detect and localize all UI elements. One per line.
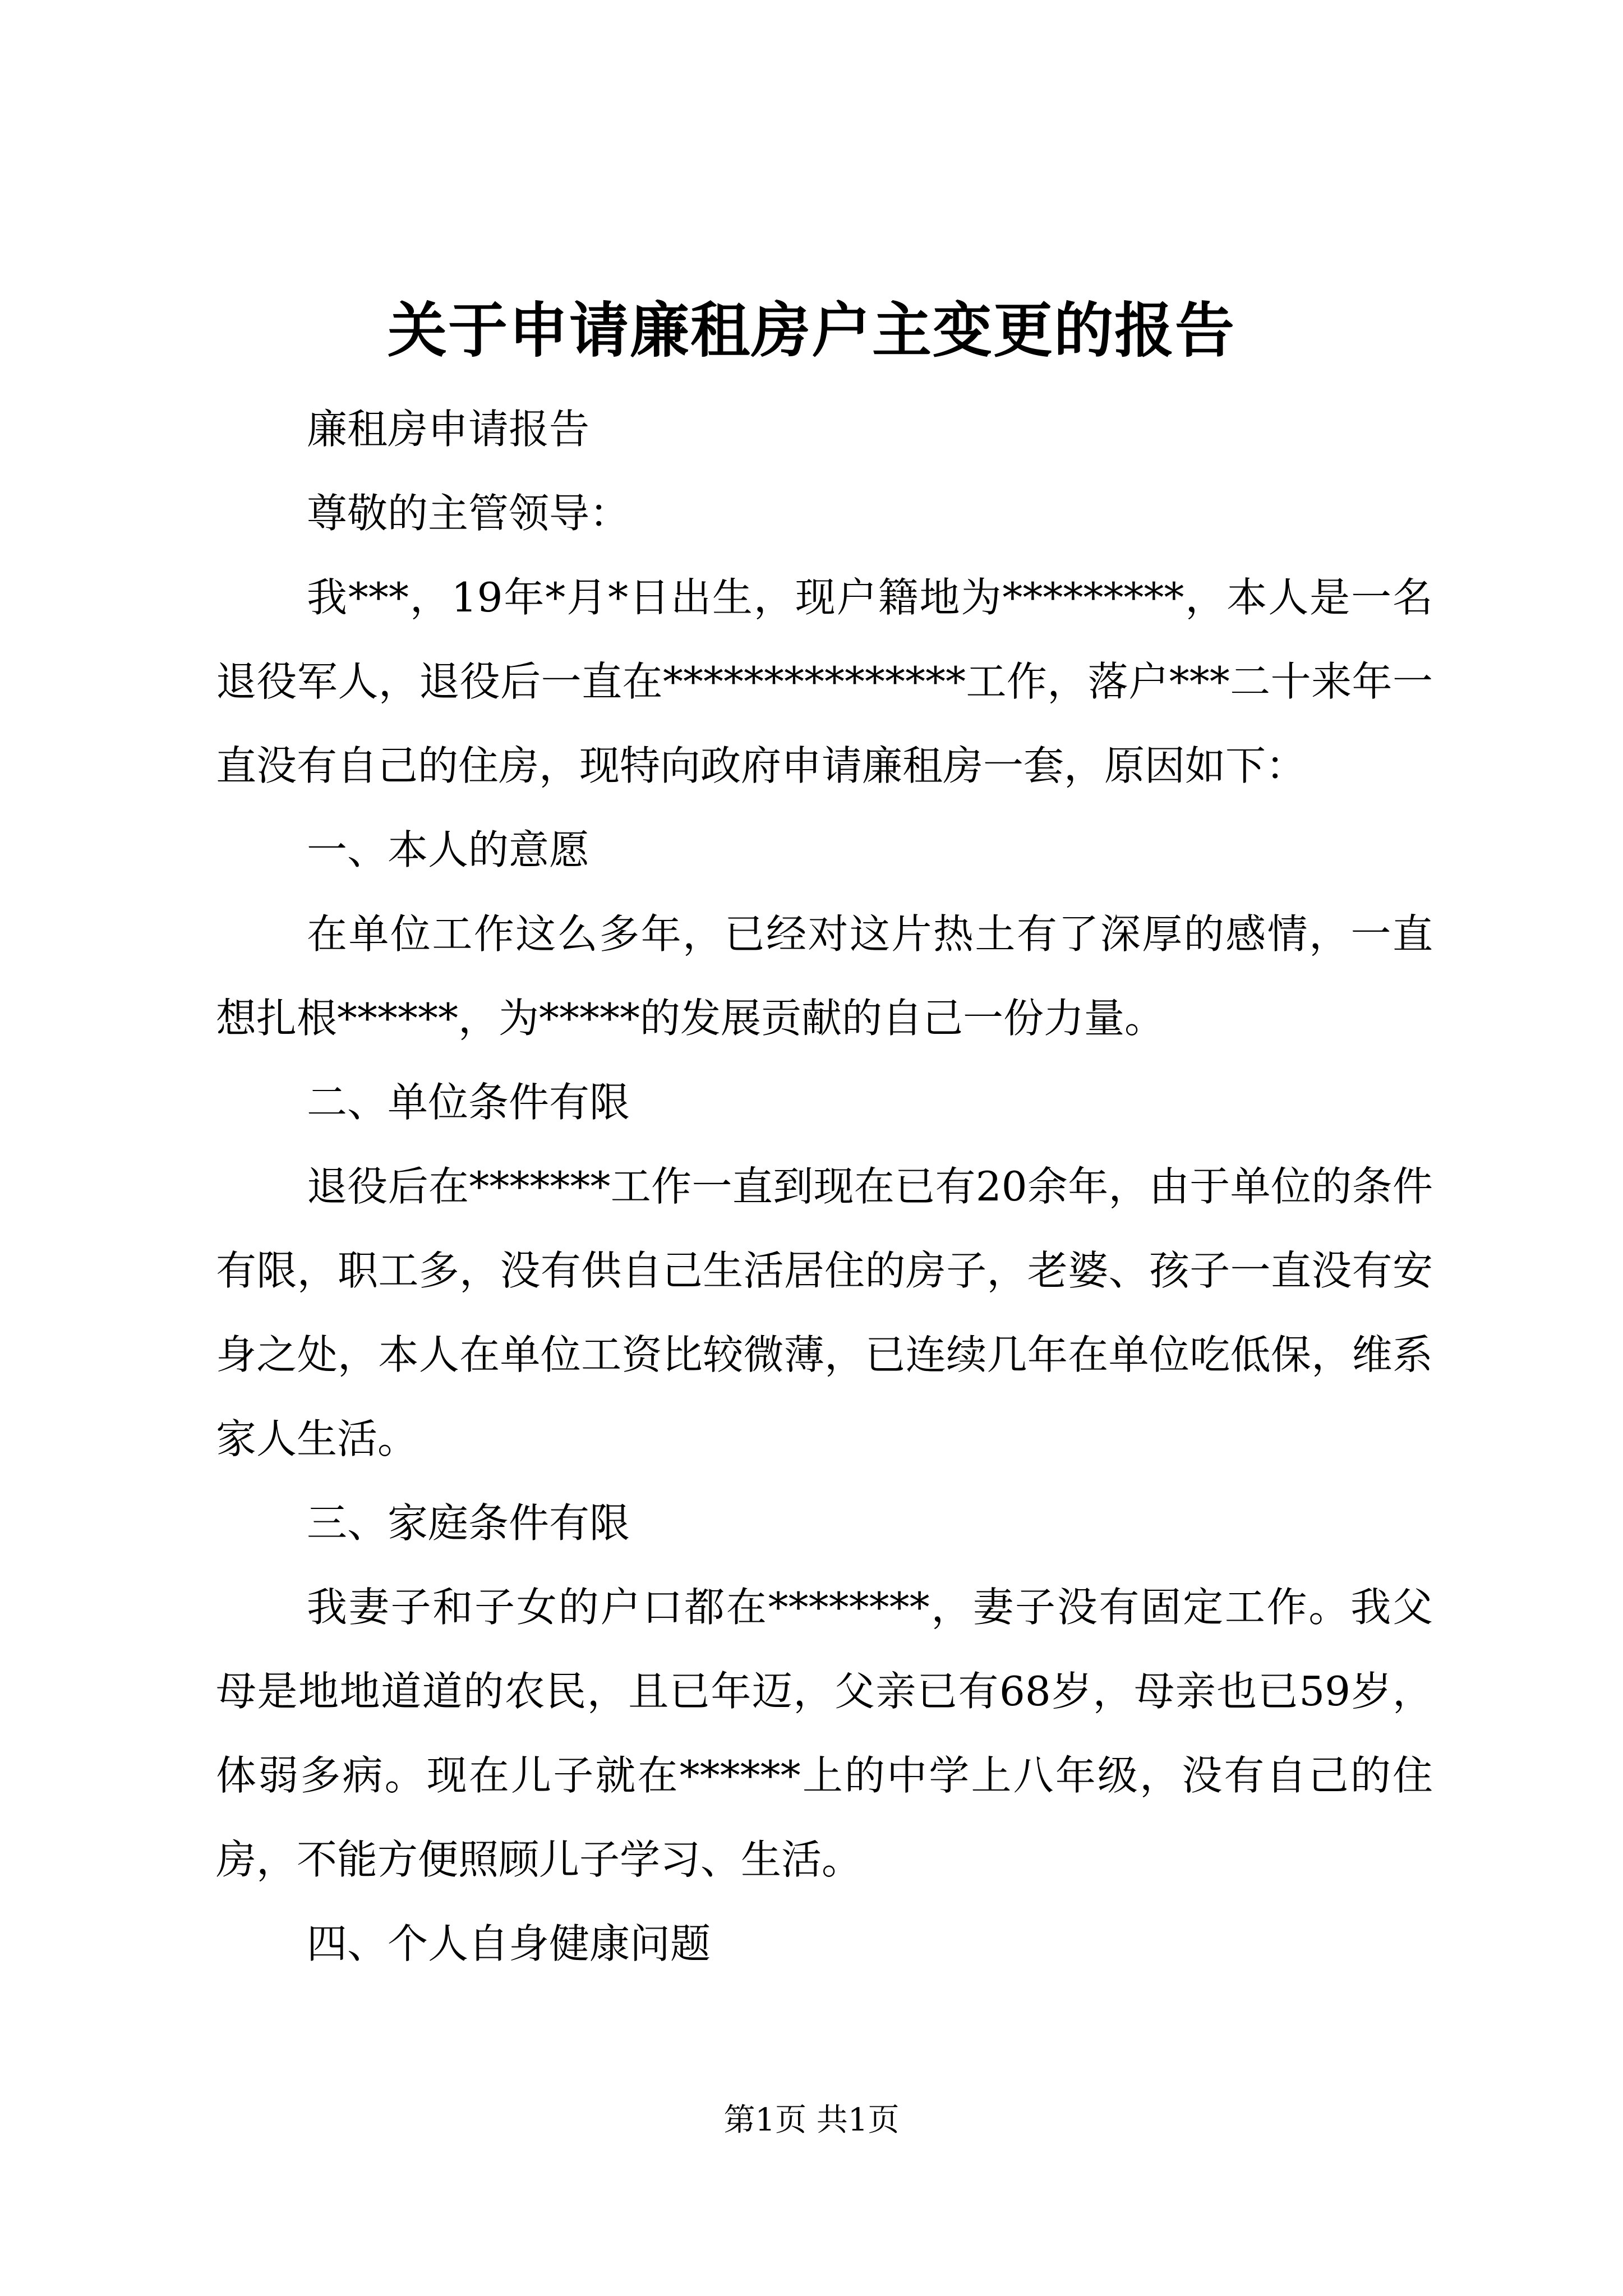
section-heading-3: 三、家庭条件有限 [307, 1499, 630, 1547]
document-body [216, 387, 1433, 1986]
paragraph-intro: 我***，19年*月*日出生，现户籍地为*********，本人是一名退役军人，退役后一直在***************工作，落户***二十来年一直没有自己的住房，现特向政府申请廉租房一套，原因如下： [216, 574, 1433, 789]
section-heading-1: 一、本人的意愿 [307, 826, 590, 873]
paragraph-section-1: 在单位工作这么多年，已经对这片热土有了深厚的感情，一直想扎根******，为*****的发展贡献的自己一份力量。 [216, 910, 1433, 1042]
section-heading-4: 四、个人自身健康问题 [307, 1920, 711, 1967]
section-heading-2: 二、单位条件有限 [307, 1079, 630, 1126]
document-title: 关于申请廉租房户主变更的报告 [388, 296, 1235, 365]
paragraph-section-3: 我妻子和子女的户口都在********，妻子没有固定工作。我父母是地地道道的农民，且已年迈，父亲已有68岁，母亲也已59岁，体弱多病。现在儿子就在******上的中学上八年级，没有自己的住房，不能方便照顾儿子学习、生活。 [216, 1584, 1433, 1883]
paragraph-salutation: 尊敬的主管领导： [307, 490, 630, 537]
paragraph-section-2: 退役后在*******工作一直到现在已有20余年，由于单位的条件有限，职工多，没有供自己生活居住的房子，老婆、孩子一直没有安身之处，本人在单位工资比较微薄，已连续几年在单位吃低保，维系家人生活。 [216, 1163, 1433, 1462]
paragraph-subtitle: 廉租房申请报告 [307, 406, 590, 453]
page-footer: 第1页 共1页 [723, 2102, 900, 2138]
